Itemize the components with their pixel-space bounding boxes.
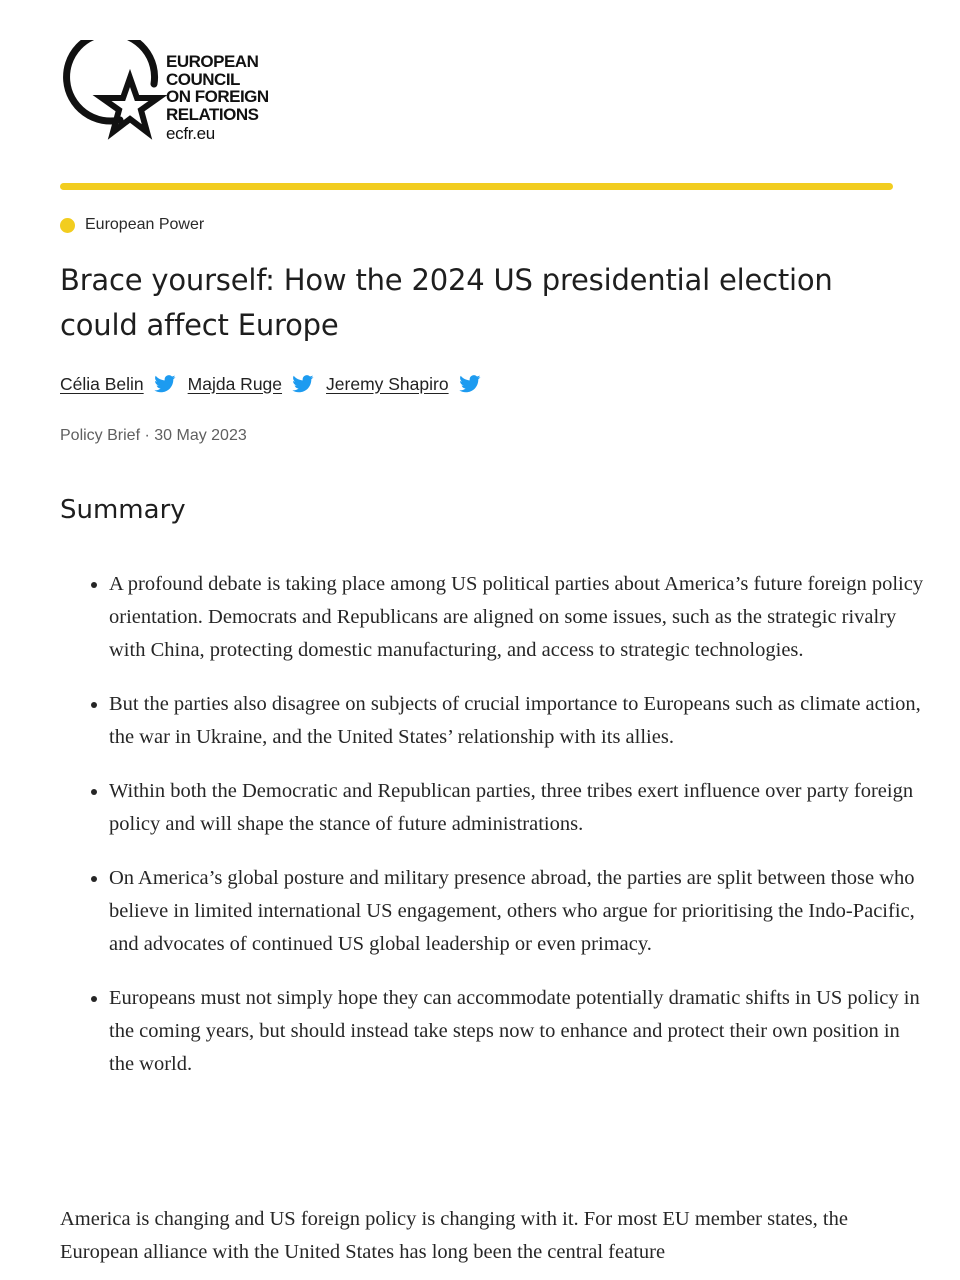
author-item (60, 374, 176, 395)
org-name-line: ON FOREIGN (166, 87, 269, 106)
author-link[interactable]: Majda Ruge (187, 373, 283, 394)
category-tag[interactable] (60, 213, 204, 237)
author-link[interactable]: Célia Belin (60, 373, 144, 394)
publication-meta: Policy Brief · 30 May 2023 (60, 427, 247, 444)
author-item (188, 374, 314, 395)
article-title: Brace yourself: How the 2024 US presidential election could affect Europe (60, 263, 833, 342)
author-list (60, 370, 481, 398)
summary-bullet: • On America’s global posture and military presence abroad, the parties are split between those who believe in limited international US engagement, others who argue for prioritising the Indo-Pacific, and advocates of continued US global leadership or even primacy. (109, 862, 924, 961)
org-name-line: RELATIONS (166, 104, 259, 124)
org-name-line: COUNCIL (166, 69, 240, 89)
twitter-icon[interactable] (154, 375, 176, 393)
summary-list (80, 568, 924, 1102)
org-name (166, 53, 269, 123)
org-url: ecfr.eu (166, 124, 215, 143)
header-divider (60, 183, 893, 190)
org-name-line: EUROPEAN (166, 52, 259, 71)
body-paragraph: America is changing and US foreign policy is changing with it. For most EU member states, the European alliance with the United States has long been the central feature (60, 1208, 848, 1263)
summary-heading: Summary (60, 495, 186, 525)
star-circle-logo-icon (58, 40, 168, 155)
category-label: European Power (85, 216, 205, 233)
summary-bullet: • But the parties also disagree on subjects of crucial importance to Europeans such as climate action, the war in Ukraine, and the United States’ relationship with its allies. (109, 688, 924, 754)
summary-bullet: • A profound debate is taking place among US political parties about America’s future foreign policy orientation. Democrats and Republicans are aligned on some issues, such as the strategic rivalry with China, protecting domestic manufacturing, and access to strategic technologies. (109, 568, 924, 667)
ecfr-logo[interactable] (58, 40, 318, 155)
twitter-icon[interactable] (292, 375, 314, 393)
summary-bullet: • Europeans must not simply hope they can accommodate potentially dramatic shifts in US policy in the coming years, but should instead take steps now to enhance and protect their own position in the world. (109, 982, 924, 1081)
summary-bullet: • Within both the Democratic and Republican parties, three tribes exert influence over party foreign policy and will shape the stance of future administrations. (109, 775, 924, 841)
author-link[interactable]: Jeremy Shapiro (326, 373, 449, 394)
twitter-icon[interactable] (459, 375, 481, 393)
category-dot-icon (60, 218, 75, 233)
author-item (326, 374, 481, 395)
